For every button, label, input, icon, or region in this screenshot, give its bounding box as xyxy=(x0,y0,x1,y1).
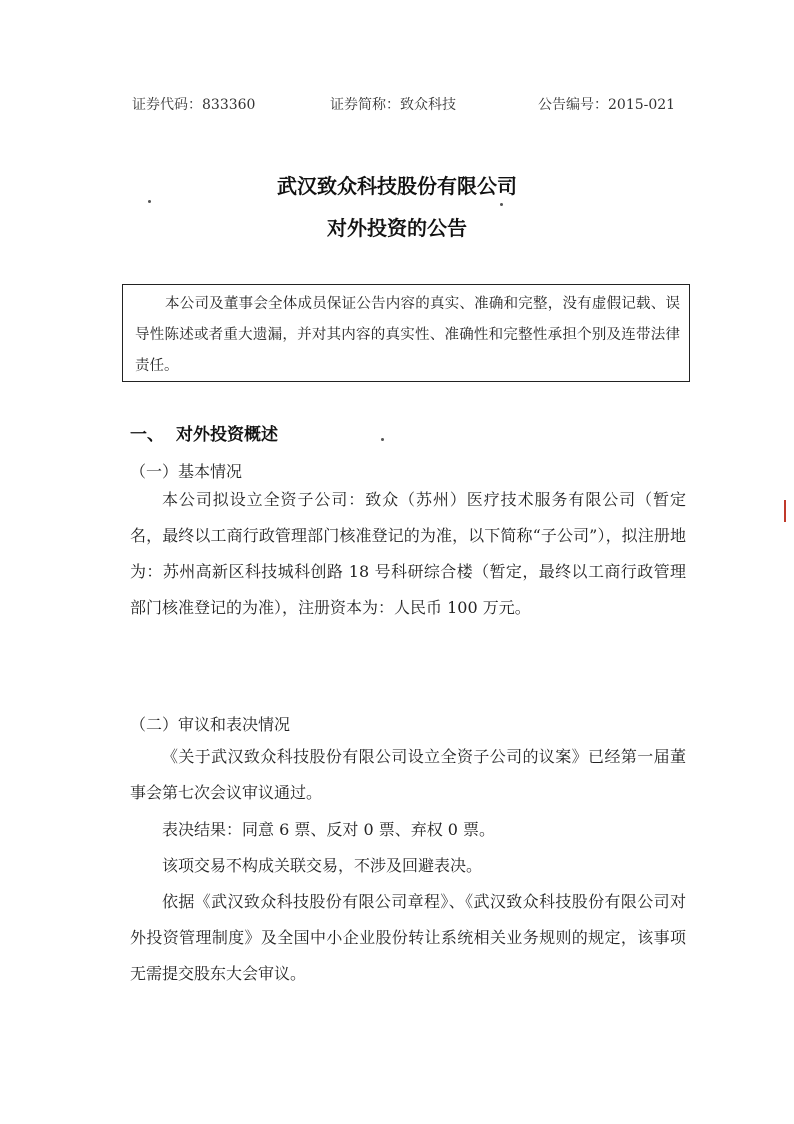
subsection-heading-review: （二）审议和表决情况 xyxy=(130,715,291,734)
security-abbreviation: 证券简称：致众科技 xyxy=(330,97,456,113)
section-number: 一、 xyxy=(130,425,164,445)
document-header xyxy=(132,94,682,116)
scan-speck xyxy=(381,438,384,441)
disclaimer-box xyxy=(122,284,690,382)
disclaimer-text: 本公司及董事会全体成员保证公告内容的真实、准确和完整，没有虚假记载、误导性陈述或者重大遗漏，并对其内容的真实性、准确性和完整性承担个别及连带法律责任。 xyxy=(135,296,680,374)
rules-basis-paragraph: 依据《武汉致众科技股份有限公司章程》、《武汉致众科技股份有限公司对外投资管理制度》及全国中小企业股份转让系统相关业务规则的规定，该事项无需提交股东大会审议。 xyxy=(130,892,686,983)
company-title: 武汉致众科技股份有限公司 xyxy=(277,174,517,198)
scan-speck xyxy=(500,203,503,206)
announcement-number: 公告编号：2015-021 xyxy=(538,97,676,113)
related-transaction-paragraph: 该项交易不构成关联交易，不涉及回避表决。 xyxy=(162,856,483,875)
scan-edge-mark xyxy=(784,500,786,522)
basic-info-paragraph: 本公司拟设立全资子公司：致众（苏州）医疗技术服务有限公司（暂定名，最终以工商行政管理部门核准登记的为准，以下简称“子公司”），拟注册地为：苏州高新区科技城科创路 18 号科研综合楼（暂定，最终以工商行政管理部门核准登记的为准），注册资本为：人民币 100 万元。 xyxy=(130,490,686,617)
scan-speck xyxy=(148,200,151,203)
vote-result-paragraph: 表决结果：同意 6 票、反对 0 票、弃权 0 票。 xyxy=(162,820,496,839)
section-title: 对外投资概述 xyxy=(176,425,278,445)
review-paragraph: 《关于武汉致众科技股份有限公司设立全资子公司的议案》已经第一届董事会第七次会议审议通过。 xyxy=(130,747,686,802)
security-code: 证券代码：833360 xyxy=(132,97,256,113)
subsection-heading-basic: （一）基本情况 xyxy=(130,462,243,481)
announcement-title: 对外投资的公告 xyxy=(327,216,467,240)
